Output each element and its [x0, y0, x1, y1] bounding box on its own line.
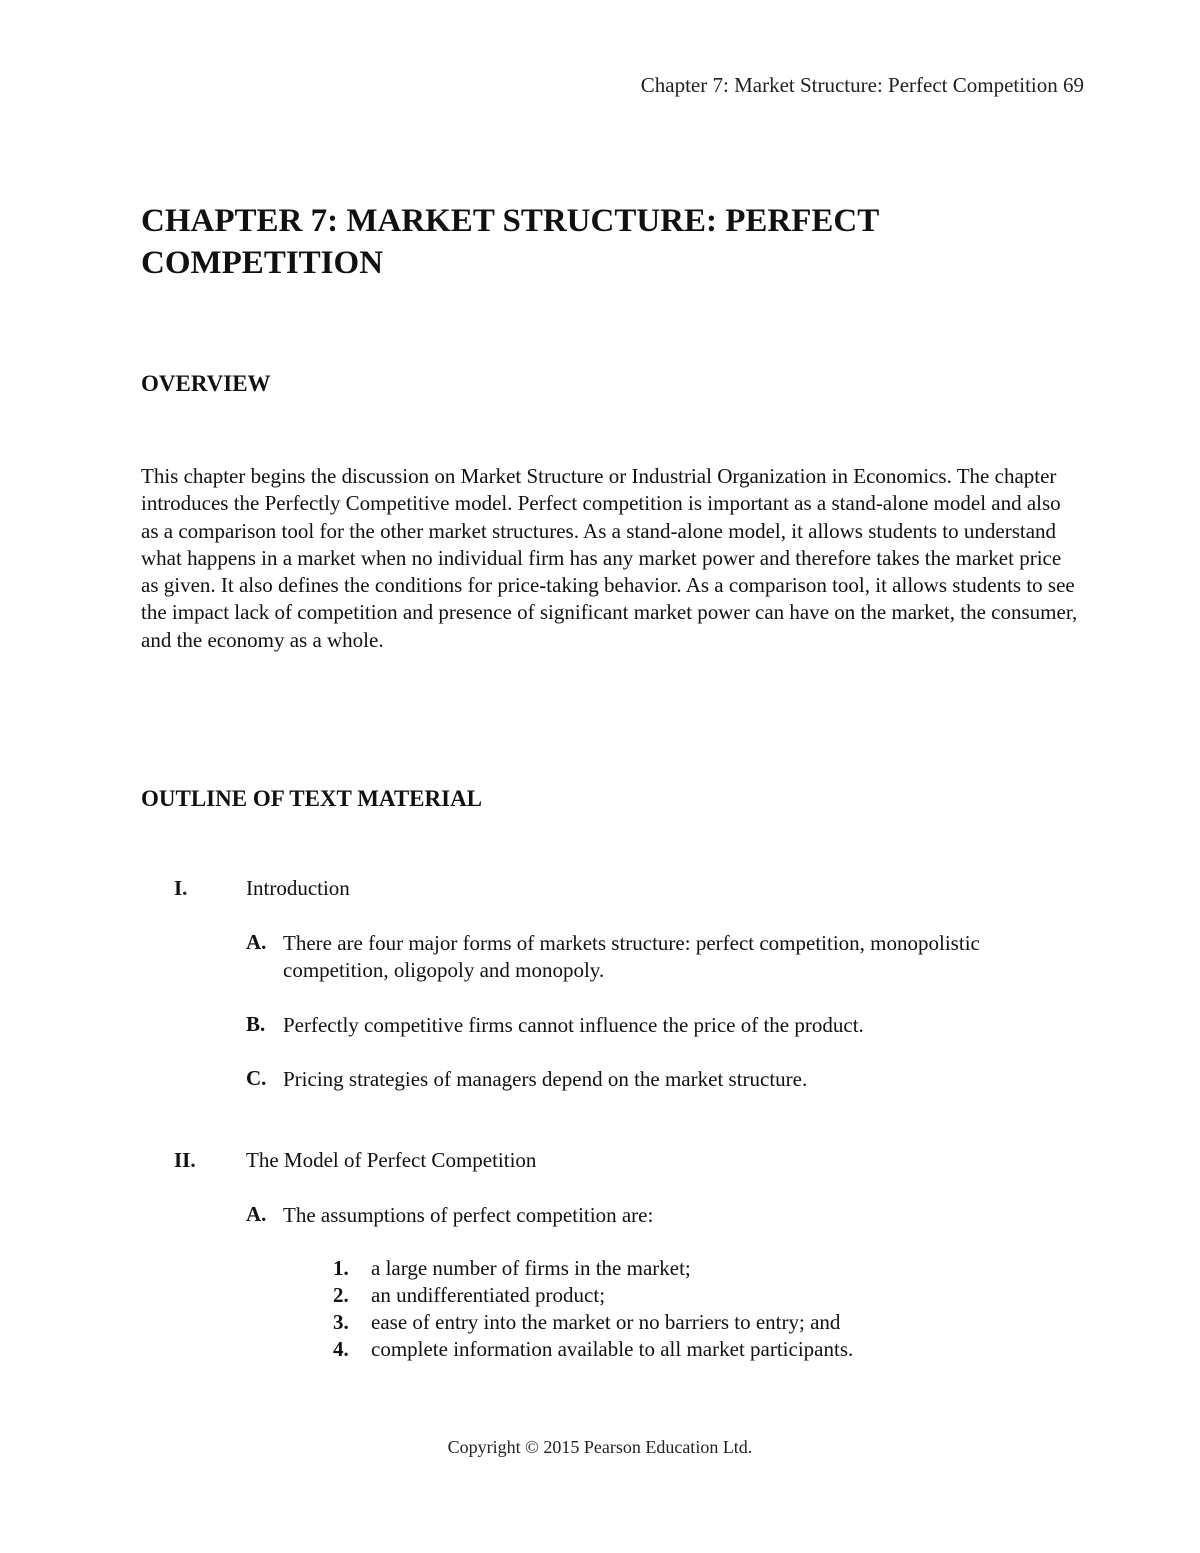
outline-heading: OUTLINE OF TEXT MATERIAL [141, 786, 483, 811]
outline-item-text: Perfectly competitive firms cannot influence the price of the product. [283, 1013, 864, 1037]
overview-paragraph: This chapter begins the discussion on Market Structure or Industrial Organization in Economics. The chapter introduces the Perfectly Competitive model. Perfect competition is important as a stand-alone model and also as a comparison tool for the other market structures. As a stand-alone model, it allows students to understand what happens in a market when no individual firm has any market power and therefore takes the market price as given. It also defines the conditions for price-taking behavior. As a comparison tool, it allows students to see the impact lack of competition and presence of significant market power can have on the market, the consumer, and the economy as a whole. [141, 464, 1078, 652]
outline-section-title: Introduction [246, 876, 350, 900]
outline-letter: C. [246, 1066, 267, 1090]
copyright-footer: Copyright © 2015 Pearson Education Ltd. [447, 1437, 753, 1457]
overview-heading: OVERVIEW [141, 371, 271, 396]
outline-subitem-text: complete information available to all market participants. [371, 1337, 854, 1361]
outline-item-text: There are four major forms of markets structure: perfect competition, monopolistic competition, oligopoly and monopoly. [283, 931, 980, 983]
outline-number: 2. [333, 1283, 349, 1307]
outline-subitem-text: a large number of firms in the market; [371, 1256, 691, 1280]
outline-item-text: Pricing strategies of managers depend on the market structure. [283, 1067, 808, 1091]
outline-item-text: The assumptions of perfect competition are: [283, 1203, 654, 1227]
outline-numeral: II. [174, 1148, 196, 1172]
outline-subitem-text: ease of entry into the market or no barriers to entry; and [371, 1310, 841, 1334]
outline-subitem-text: an undifferentiated product; [371, 1283, 606, 1307]
outline-number: 1. [333, 1256, 349, 1280]
running-header: Chapter 7: Market Structure: Perfect Competition 69 [640, 73, 1084, 97]
outline-number: 3. [333, 1310, 349, 1334]
outline-numeral: I. [174, 876, 188, 900]
chapter-title: CHAPTER 7: MARKET STRUCTURE: PERFECT COMPETITION [141, 203, 879, 281]
outline-letter: B. [246, 1012, 266, 1036]
outline-number: 4. [333, 1337, 349, 1361]
outline-letter: A. [246, 1202, 267, 1226]
outline-letter: A. [246, 930, 267, 954]
outline-section-title: The Model of Perfect Competition [246, 1148, 537, 1172]
